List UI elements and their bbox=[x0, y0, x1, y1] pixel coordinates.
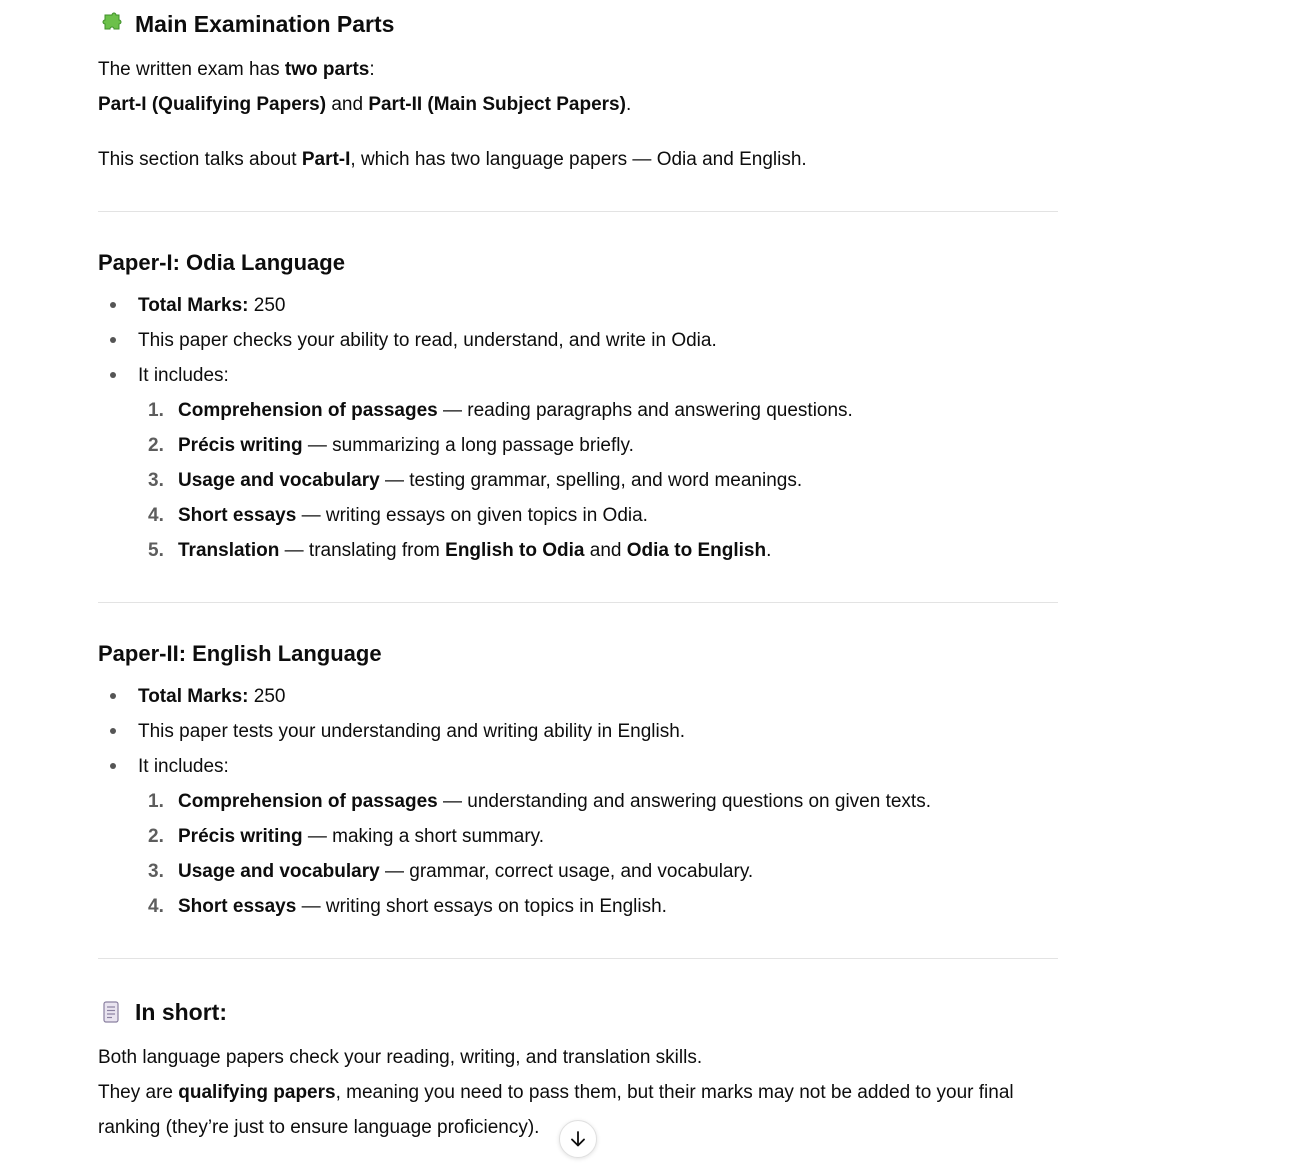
bullet-icon bbox=[110, 693, 116, 699]
bullet-icon bbox=[110, 302, 116, 308]
intro-line-1: The written exam has two parts: bbox=[98, 59, 375, 80]
intro-line-3: This section talks about Part-I, which has two language papers — Odia and English. bbox=[98, 149, 807, 170]
section-heading-text: Main Examination Parts bbox=[135, 10, 395, 37]
arrow-down-icon bbox=[568, 1129, 588, 1149]
bullet-icon bbox=[110, 728, 116, 734]
scroll-icon bbox=[98, 999, 124, 1025]
summary-heading bbox=[98, 994, 227, 1030]
summary-line-1: Both language papers check your reading, writing, and translation skills. bbox=[98, 1047, 703, 1068]
bullet-icon bbox=[110, 763, 116, 769]
puzzle-icon bbox=[98, 11, 124, 37]
bullet-icon bbox=[110, 372, 116, 378]
divider bbox=[98, 211, 1058, 212]
summary-line-2: They are qualifying papers, meaning you need to pass them, but their marks may not be added to your final bbox=[98, 1082, 1014, 1103]
summary-line-3: ranking (they’re just to ensure language proficiency). bbox=[98, 1117, 540, 1138]
divider bbox=[98, 602, 1058, 603]
summary-heading-text: In short: bbox=[135, 998, 227, 1025]
bullet-icon bbox=[110, 337, 116, 343]
paper2-heading: Paper-II: English Language bbox=[98, 641, 382, 666]
divider bbox=[98, 958, 1058, 959]
scroll-to-bottom-button[interactable] bbox=[559, 1120, 597, 1158]
intro-line-2: Part-I (Qualifying Papers) and Part-II (Main Subject Papers). bbox=[98, 94, 632, 115]
paper1-heading: Paper-I: Odia Language bbox=[98, 250, 345, 275]
section-heading-main bbox=[98, 6, 394, 42]
